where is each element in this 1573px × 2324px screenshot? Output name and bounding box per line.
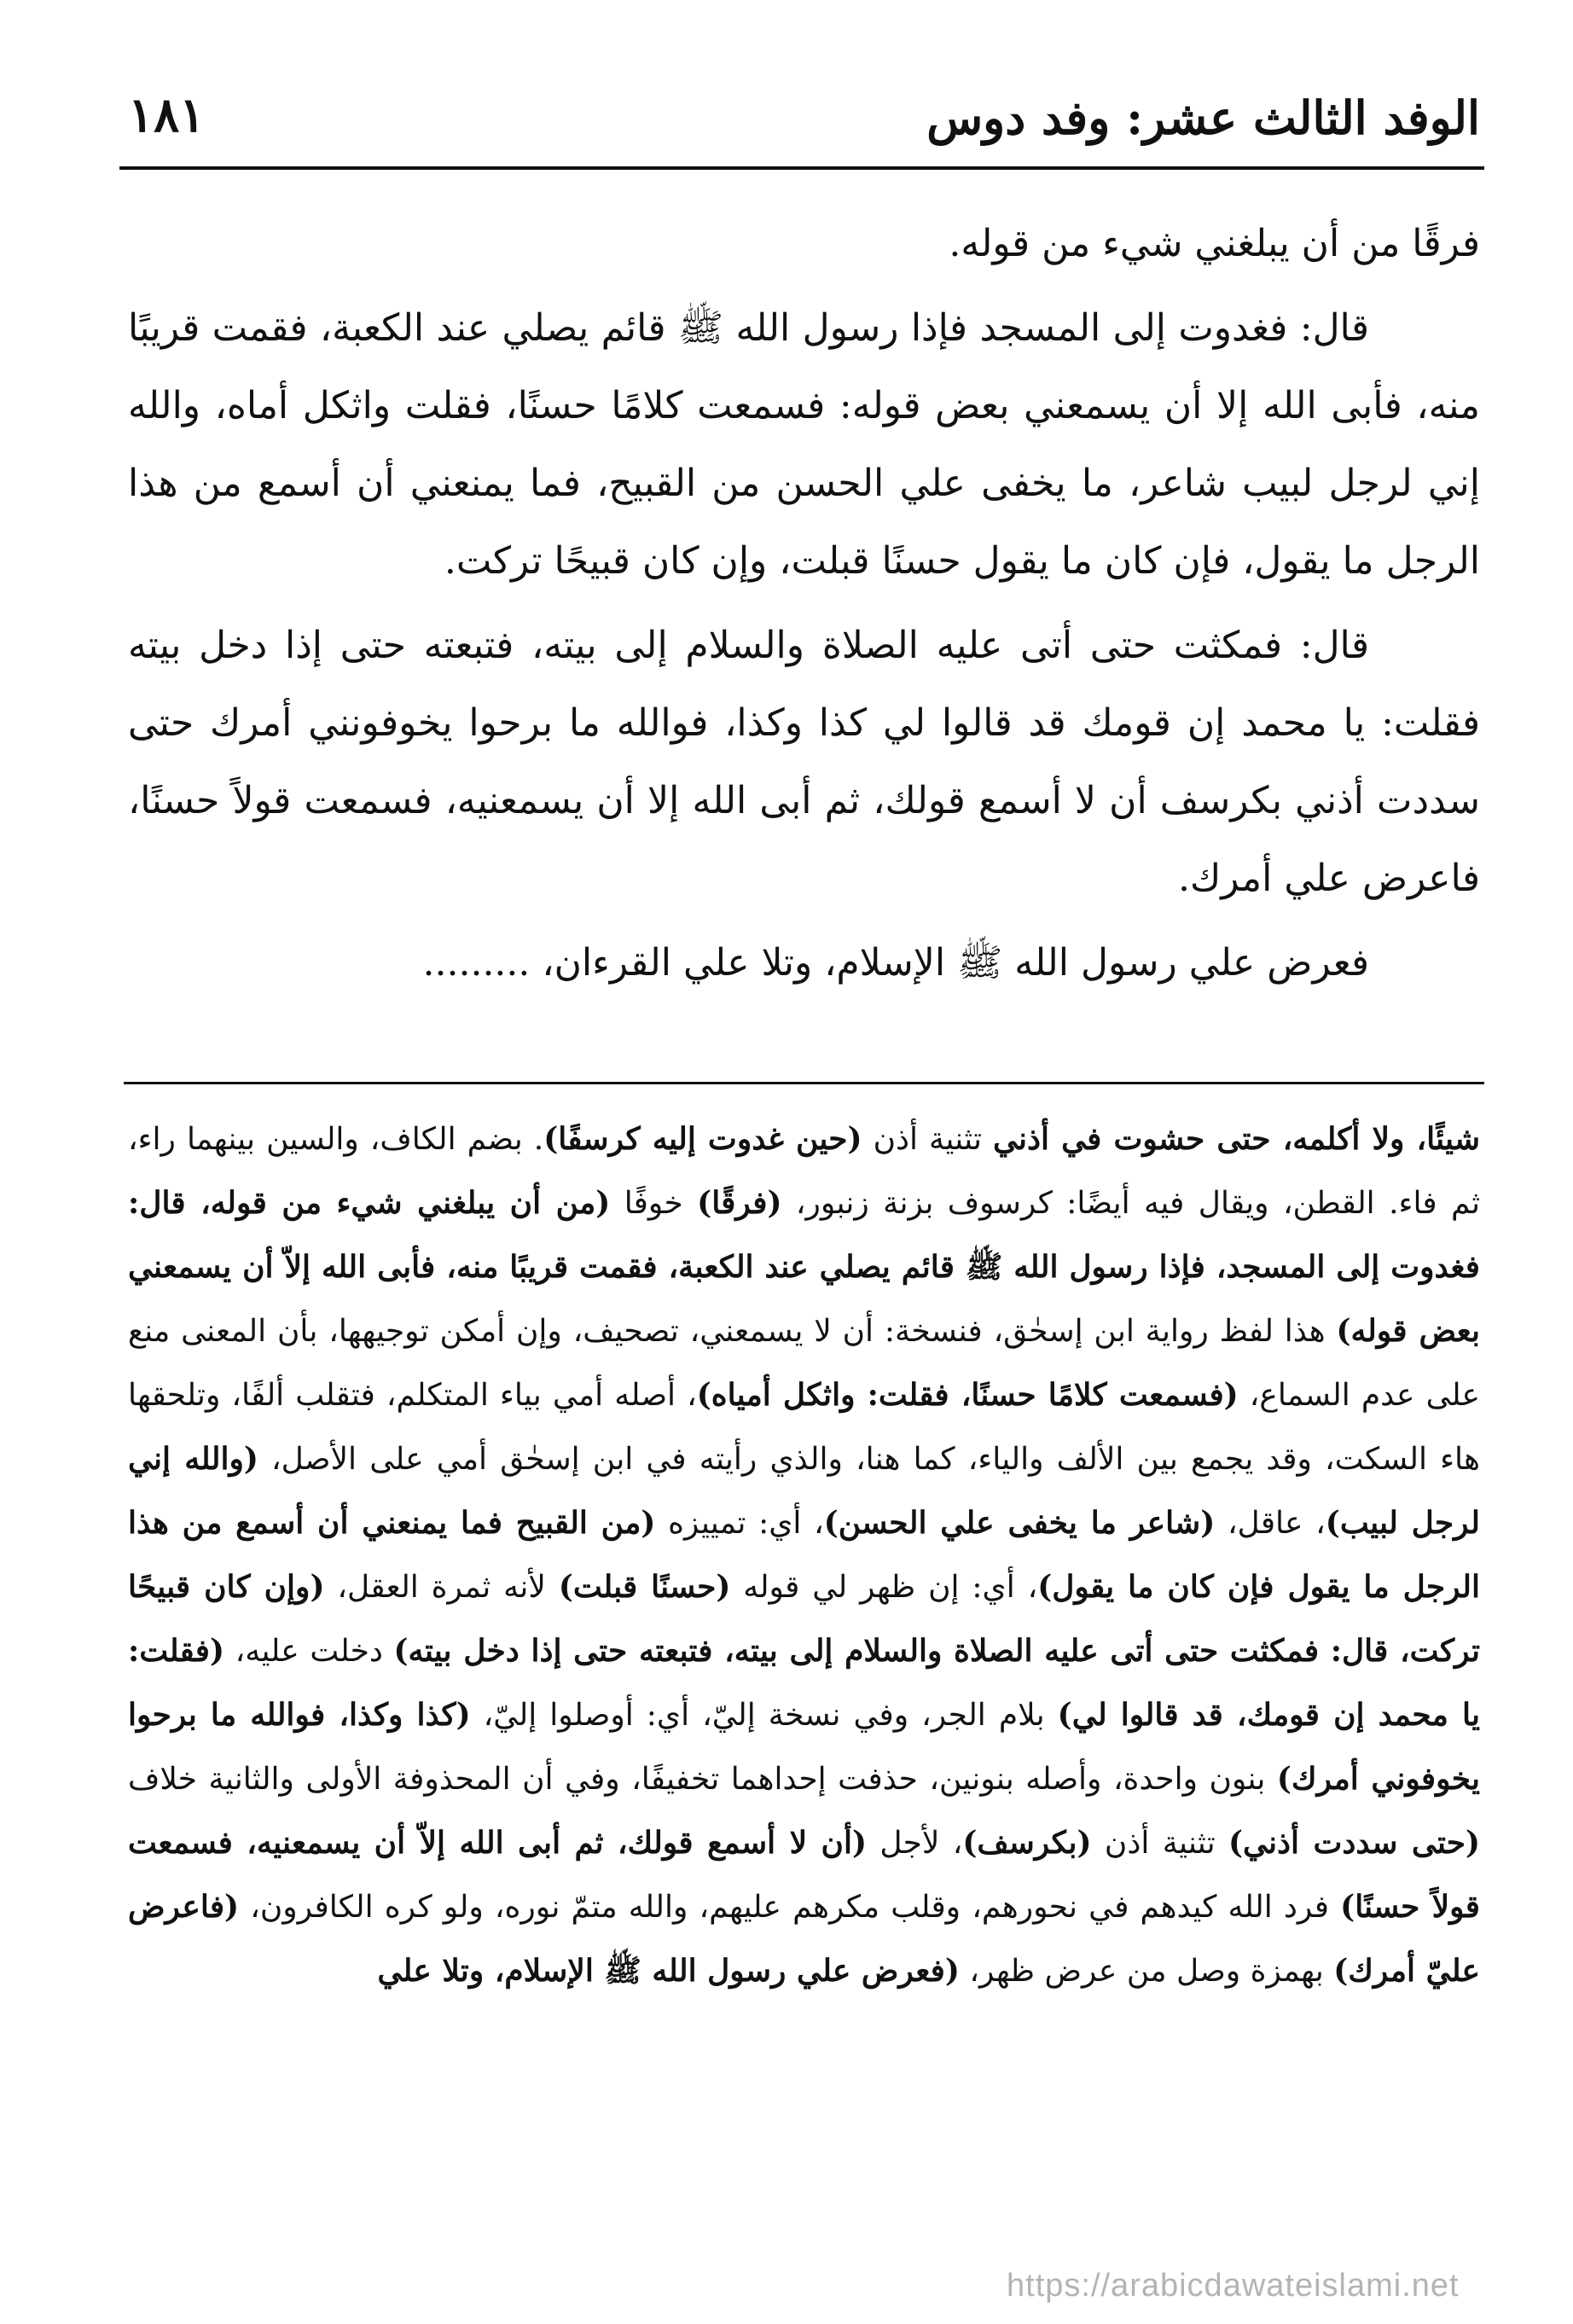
gloss: تثنية أذن <box>862 1122 993 1157</box>
main-paragraph-1: فرقًا من أن يبلغني شيء من قوله. <box>949 222 1480 265</box>
gloss: خوفًا <box>610 1186 698 1221</box>
quote: (من أن يبلغني شيء من قوله، قال: فغدوت إلى المسجد، فإذا رسول الله ﷺ قائم يصلي عند الكعبة، فقمت قريبًا منه، فأبى الله إلاّ أن يسمعني بعض قوله) <box>128 1185 1480 1349</box>
gloss: فرد الله كيدهم في نحورهم، وقلب مكرهم عليهم، والله متمّ نوره، ولو كره الكافرون، <box>239 1890 1341 1925</box>
quote: (بكرسف) <box>962 1825 1092 1861</box>
quote: (حتى سددت أذني) <box>1228 1825 1481 1861</box>
gloss: لأنه ثمرة العقل، <box>324 1570 559 1605</box>
quote: (فاعرض عليّ أمرك) <box>128 1889 1480 1989</box>
commentary-text <box>128 1107 1480 2003</box>
commentary-paragraph <box>128 1107 1480 2003</box>
quote: (حين غدوت إليه كرسفًا) <box>543 1121 862 1157</box>
page-header <box>128 85 1480 154</box>
chapter-title: الوفد الثالث عشر: وفد دوس <box>926 90 1480 145</box>
gloss: ، لأجل <box>867 1826 963 1861</box>
gloss: دخلت عليه، <box>224 1634 394 1669</box>
watermark-url: https://arabicdawateislami.net <box>1007 2268 1460 2304</box>
header-divider <box>119 166 1484 170</box>
gloss: هذا لفظ رواية ابن إسحٰق، فنسخة: أن لا يسمعني، تصحيف، وإن أمكن توجيهها، بأن المعنى منع على عدم السماع، <box>128 1314 1480 1413</box>
footnote-divider <box>124 1082 1484 1084</box>
gloss: ، أي: تمييزه <box>655 1506 824 1541</box>
gloss: ، أصله أمي بياء المتكلم، فتقلب ألفًا، وتلحقها هاء السكت، وقد يجمع بين الألف والياء، كما هنا، والذي رأيته في ابن إسحٰق أمي على الأصل، <box>128 1378 1481 1477</box>
main-paragraph-4 <box>128 924 1480 1002</box>
ellipsis-dots: ......... <box>422 941 531 985</box>
page-number: ١٨١ <box>128 87 206 143</box>
gloss: بنون واحدة، وأصله بنونين، حذفت إحداهما تخفيفًا، وفي أن المحذوفة الأولى والثانية خلاف <box>128 1762 1277 1797</box>
quote: (من القبيح فما يمنعني أن أسمع من هذا الرجل ما يقول فإن كان ما يقول) <box>128 1505 1480 1605</box>
main-paragraph-2: قال: فغدوت إلى المسجد فإذا رسول الله ﷺ قائم يصلي عند الكعبة، فقمت قريبًا منه، فأبى الله إلا أن يسمعني بعض قوله: فسمعت كلامًا حسنًا، فقلت واثكل أماه، والله إني لرجل لبيب شاعر، ما يخفى علي الحسن من القبيح، فما يمنعني أن أسمع من هذا الرجل ما يقول، فإن كان ما يقول حسنًا قبلت، وإن كان قبيحًا تركت. <box>128 306 1480 583</box>
quote: (فرقًا) <box>697 1185 782 1221</box>
quote: شيئًا، ولا أكلمه، حتى حشوت في أذني <box>992 1121 1480 1157</box>
quote: (فقلت: يا محمد إن قومك، قد قالوا لي) <box>128 1633 1480 1733</box>
quote: (والله إني لرجل لبيب) <box>128 1441 1481 1541</box>
quote: (فعرض علي رسول الله ﷺ الإسلام، وتلا علي <box>377 1953 960 1989</box>
gloss: . بضم الكاف، والسين بينهما راء، ثم فاء. القطن، ويقال فيه أيضًا: كرسوف بزنة زنبور، <box>128 1122 1481 1221</box>
main-text <box>128 205 1480 1008</box>
gloss: بلام الجر، وفي نسخة إليّ، أي: أوصلوا إليّ، <box>470 1698 1058 1733</box>
quote: (حسنًا قبلت) <box>558 1569 731 1605</box>
quote: (شاعر ما يخفى علي الحسن) <box>823 1505 1216 1541</box>
gloss: بهمزة وصل من عرض ظهر، <box>959 1954 1334 1989</box>
quote: (وإن كان قبيحًا تركت، قال: فمكثت حتى أتى عليه الصلاة والسلام إلى بيته، فتبعته حتى إذا دخل بيته) <box>128 1569 1480 1669</box>
main-paragraph-3: قال: فمكثت حتى أتى عليه الصلاة والسلام إلى بيته، فتبعته حتى إذا دخل بيته فقلت: يا محمد إن قومك قد قالوا لي كذا وكذا، فوالله ما برحوا يخوفونني أمرك حتى سددت أذني بكرسف أن لا أسمع قولك، ثم أبى الله إلا أن يسمعنيه، فسمعت قولاً حسنًا، فاعرض علي أمرك. <box>128 624 1480 900</box>
quote: (أن لا أسمع قولك، ثم أبى الله إلاّ أن يسمعنيه، فسمعت قولاً حسنًا) <box>128 1825 1480 1925</box>
gloss: تثنية أذن <box>1091 1826 1228 1861</box>
gloss: ، أي: إن ظهر لي قوله <box>730 1570 1038 1605</box>
gloss: ، عاقل، <box>1215 1506 1326 1541</box>
quote: (كذا وكذا، فوالله ما برحوا يخوفوني أمرك) <box>128 1697 1481 1797</box>
main-paragraph-4-text: فعرض علي رسول الله ﷺ الإسلام، وتلا علي القرءان، <box>542 941 1369 985</box>
quote: (فسمعت كلامًا حسنًا، فقلت: واثكل أمياه) <box>696 1377 1239 1413</box>
